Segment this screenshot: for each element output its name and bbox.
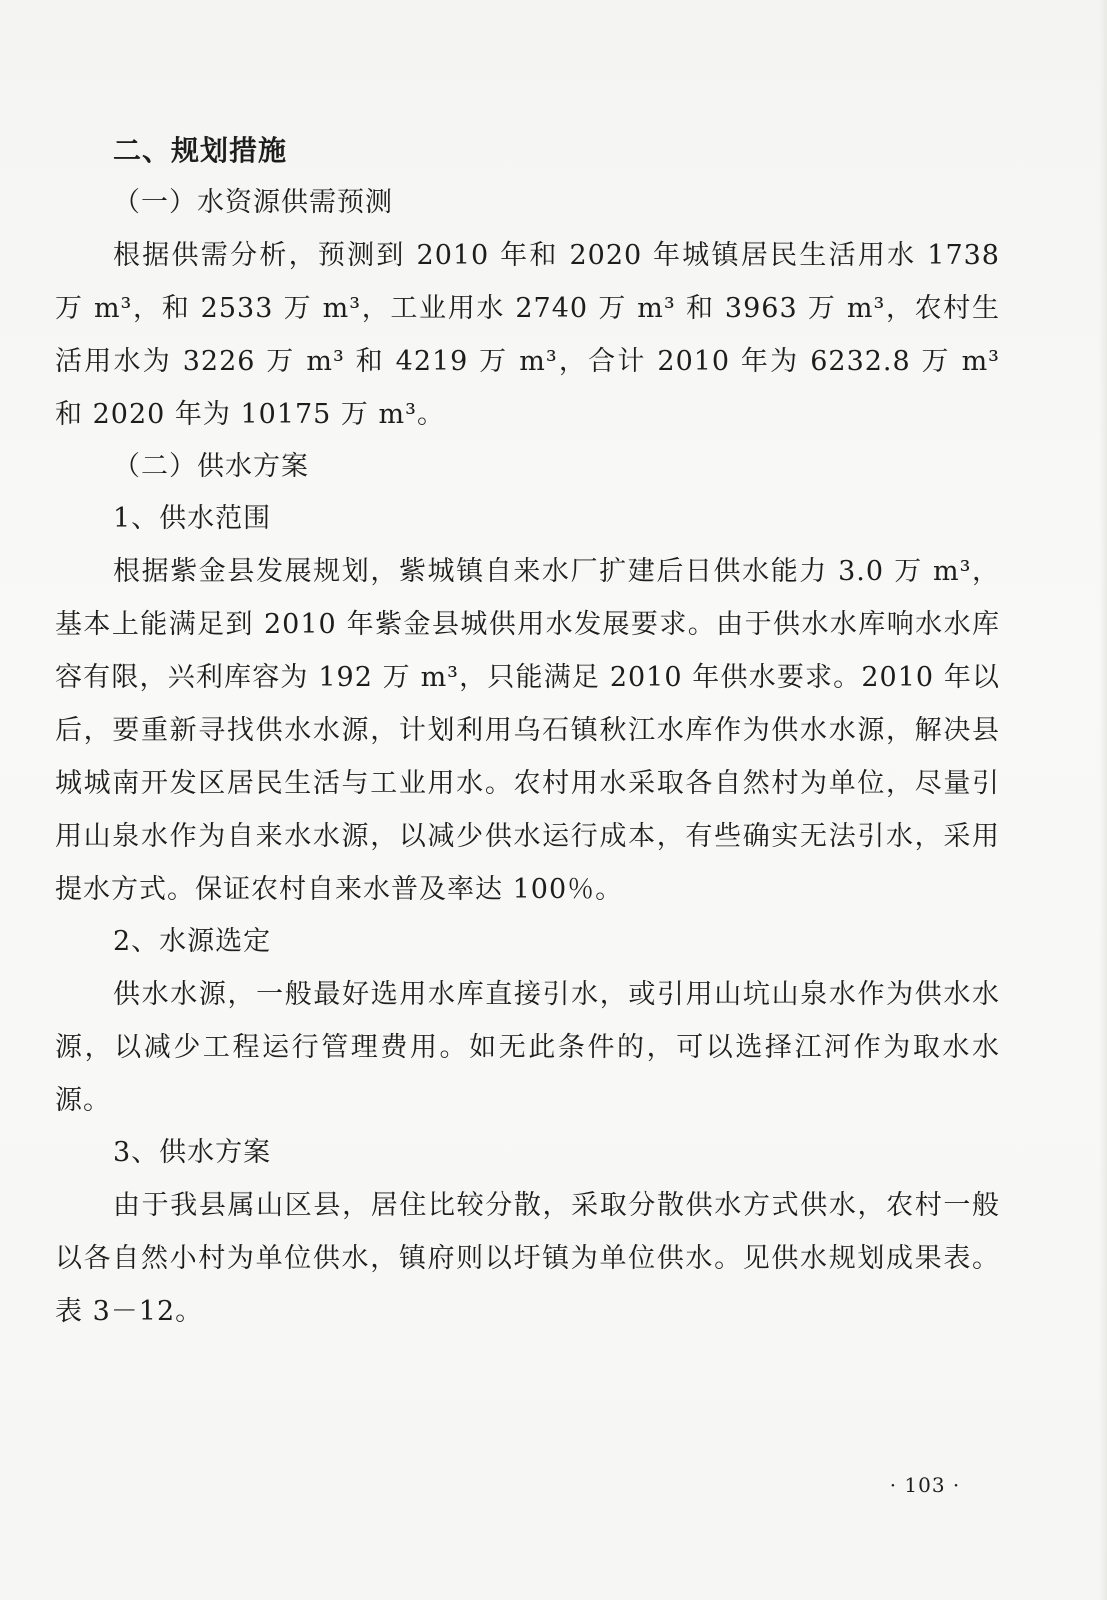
paragraph-supply-plan: 由于我县属山区县，居住比较分散，采取分散供水方式供水，农村一般以各自然小村为单位供水，镇府则以圩镇为单位供水。见供水规划成果表。表 3－12。 [55, 1190, 1000, 1327]
section-heading: 二、规划措施 [113, 134, 288, 167]
subsection-title-2: （二）供水方案 [113, 451, 309, 482]
scan-edge [1099, 0, 1107, 1600]
item-title-source-selection: 2、水源选定 [113, 926, 272, 957]
page-content [55, 125, 1000, 1338]
paragraph-source-selection: 供水水源，一般最好选用水库直接引水，或引用山坑山泉水作为供水水源，以减少工程运行管理费用。如无此条件的，可以选择江河作为取水水源。 [55, 979, 1000, 1116]
paragraph-demand-forecast: 根据供需分析，预测到 2010 年和 2020 年城镇居民生活用水 1738 万 m³，和 2533 万 m³，工业用水 2740 万 m³ 和 3963 万 m³，农村生活用水为 3226 万 m³ 和 4219 万 m³，合计 2010 年为 6232.8 万 m³ 和 2020 年为 10175 万 m³。 [55, 240, 1000, 430]
item-title-supply-scope: 1、供水范围 [113, 503, 272, 534]
item-title-supply-plan: 3、供水方案 [113, 1137, 272, 1168]
page-number: · 103 · [889, 1473, 961, 1497]
paragraph-supply-scope: 根据紫金县发展规划，紫城镇自来水厂扩建后日供水能力 3.0 万 m³，基本上能满足到 2010 年紫金县城供用水发展要求。由于供水水库响水水库容有限，兴利库容为 192 万 m³，只能满足 2010 年供水要求。2010 年以后，要重新寻找供水水源，计划利用乌石镇秋江水库作为供水水源，解决县城城南开发区居民生活与工业用水。农村用水采取各自然村为单位，尽量引用山泉水作为自来水水源，以减少供水运行成本，有些确实无法引水，采用提水方式。保证农村自来水普及率达 100％。 [55, 556, 1000, 905]
subsection-title-1: （一）水资源供需预测 [113, 187, 393, 218]
